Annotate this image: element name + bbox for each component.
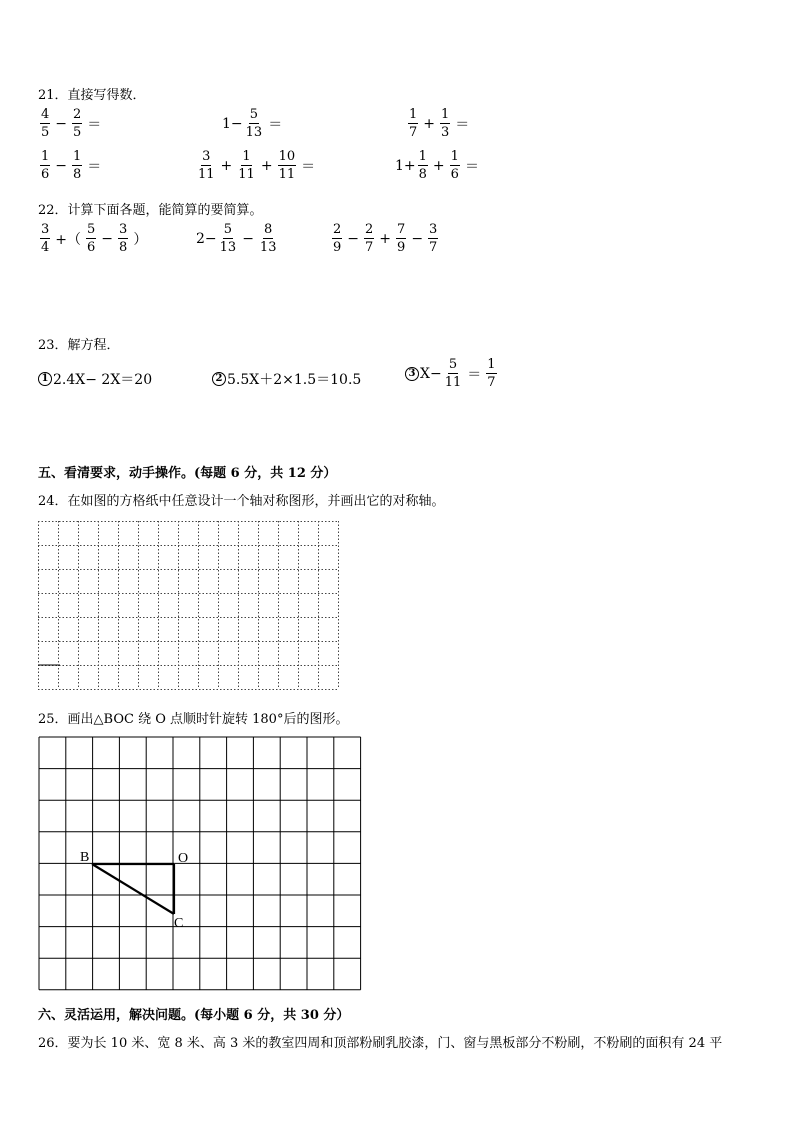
q22-expr-3: $\frac{2}{9}$ − $\frac{2}{7}$ + $\frac{7}{9}$ − $\frac{3}{7}$ — [333, 222, 438, 255]
fraction: $\frac{5}{13}$ — [219, 222, 237, 255]
q21-title: 21．直接写得数． — [38, 88, 146, 103]
q23-equation-2: 2 5.5X＋2×1.5＝10.5 — [212, 369, 361, 389]
q21-expr-1: $\frac{4}{5}$ − $\frac{2}{5}$ ＝ — [41, 107, 102, 140]
circled-number: 3 — [405, 367, 419, 381]
dotted-grid-paper — [38, 521, 340, 691]
fraction: $\frac{1}{7}$ — [409, 107, 418, 140]
fraction: $\frac{5}{13}$ — [245, 107, 263, 140]
q21-expr-5: $\frac{3}{11}$ + $\frac{1}{11}$ + $\frac{10}{11}$ ＝ — [198, 149, 316, 182]
fraction: $\frac{10}{11}$ — [278, 149, 296, 182]
label-b: B — [80, 850, 90, 865]
label-o: O — [178, 851, 189, 866]
fraction: $\frac{2}{7}$ — [365, 222, 374, 255]
segment-bc — [92, 864, 174, 914]
q21-expr-2: 1− $\frac{5}{13}$ ＝ — [222, 107, 283, 140]
fraction: $\frac{3}{11}$ — [198, 149, 215, 182]
fraction: $\frac{7}{9}$ — [397, 222, 406, 255]
section-5-heading: 五、看清要求，动手操作。(每题 6 分，共 12 分） — [38, 466, 337, 481]
q23-title: 23．解方程． — [38, 338, 120, 353]
circled-number: 1 — [38, 372, 52, 386]
fraction: $\frac{3}{7}$ — [429, 222, 438, 255]
q21-expr-6: 1+ $\frac{1}{8}$ + $\frac{1}{6}$ ＝ — [395, 149, 479, 182]
fraction: $\frac{3}{8}$ — [119, 222, 128, 255]
q21-expr-4: $\frac{1}{6}$ − $\frac{1}{8}$ ＝ — [41, 149, 102, 182]
q21-expr-3: $\frac{1}{7}$ + $\frac{1}{3}$ ＝ — [409, 107, 470, 140]
rotation-grid — [38, 736, 363, 994]
circled-number: 2 — [212, 372, 226, 386]
fraction: $\frac{1}{11}$ — [238, 149, 255, 182]
q25-title: 25．画出△BOC 绕 O 点顺时针旋转 180°后的图形。 — [38, 712, 349, 727]
fraction: $\frac{3}{4}$ — [41, 222, 50, 255]
q22-expr-2: 2− $\frac{5}{13}$ − $\frac{8}{13}$ — [196, 222, 277, 255]
fraction: $\frac{2}{9}$ — [333, 222, 342, 255]
label-c: C — [174, 916, 184, 931]
fraction: $\frac{1}{6}$ — [41, 149, 50, 182]
fraction: $\frac{4}{5}$ — [41, 107, 50, 140]
fraction: $\frac{1}{6}$ — [450, 149, 459, 182]
q22-title: 22．计算下面各题，能简算的要简算。 — [38, 203, 263, 218]
fraction: $\frac{2}{5}$ — [73, 107, 82, 140]
fraction: $\frac{1}{3}$ — [441, 107, 450, 140]
fraction: $\frac{8}{13}$ — [259, 222, 277, 255]
fraction: $\frac{1}{8}$ — [73, 149, 82, 182]
fraction: $\frac{1}{8}$ — [418, 149, 427, 182]
fraction: $\frac{5}{6}$ — [87, 222, 96, 255]
section-6-heading: 六、灵活运用，解决问题。(每小题 6 分，共 30 分） — [38, 1008, 350, 1023]
q23-equation-1: 1 2.4X− 2X＝20 — [38, 369, 152, 389]
q23-equation-3: 3 X− $\frac{5}{11}$ ＝ $\frac{1}{7}$ — [405, 358, 499, 389]
fraction: $\frac{1}{7}$ — [487, 357, 496, 390]
q24-title: 24．在如图的方格纸中任意设计一个轴对称图形，并画出它的对称轴。 — [38, 494, 445, 509]
q22-expr-1: $\frac{3}{4}$ +（ $\frac{5}{6}$ − $\frac{3}{8}$ ） — [41, 222, 148, 255]
q26-text: 26．要为长 10 米、宽 8 米、高 3 米的教室四周和顶部粉刷乳胶漆，门、窗与黑板部分不粉刷，不粉刷的面积有 24 平 — [38, 1036, 723, 1051]
fraction: $\frac{5}{11}$ — [444, 357, 462, 390]
triangle-boc — [92, 864, 174, 914]
